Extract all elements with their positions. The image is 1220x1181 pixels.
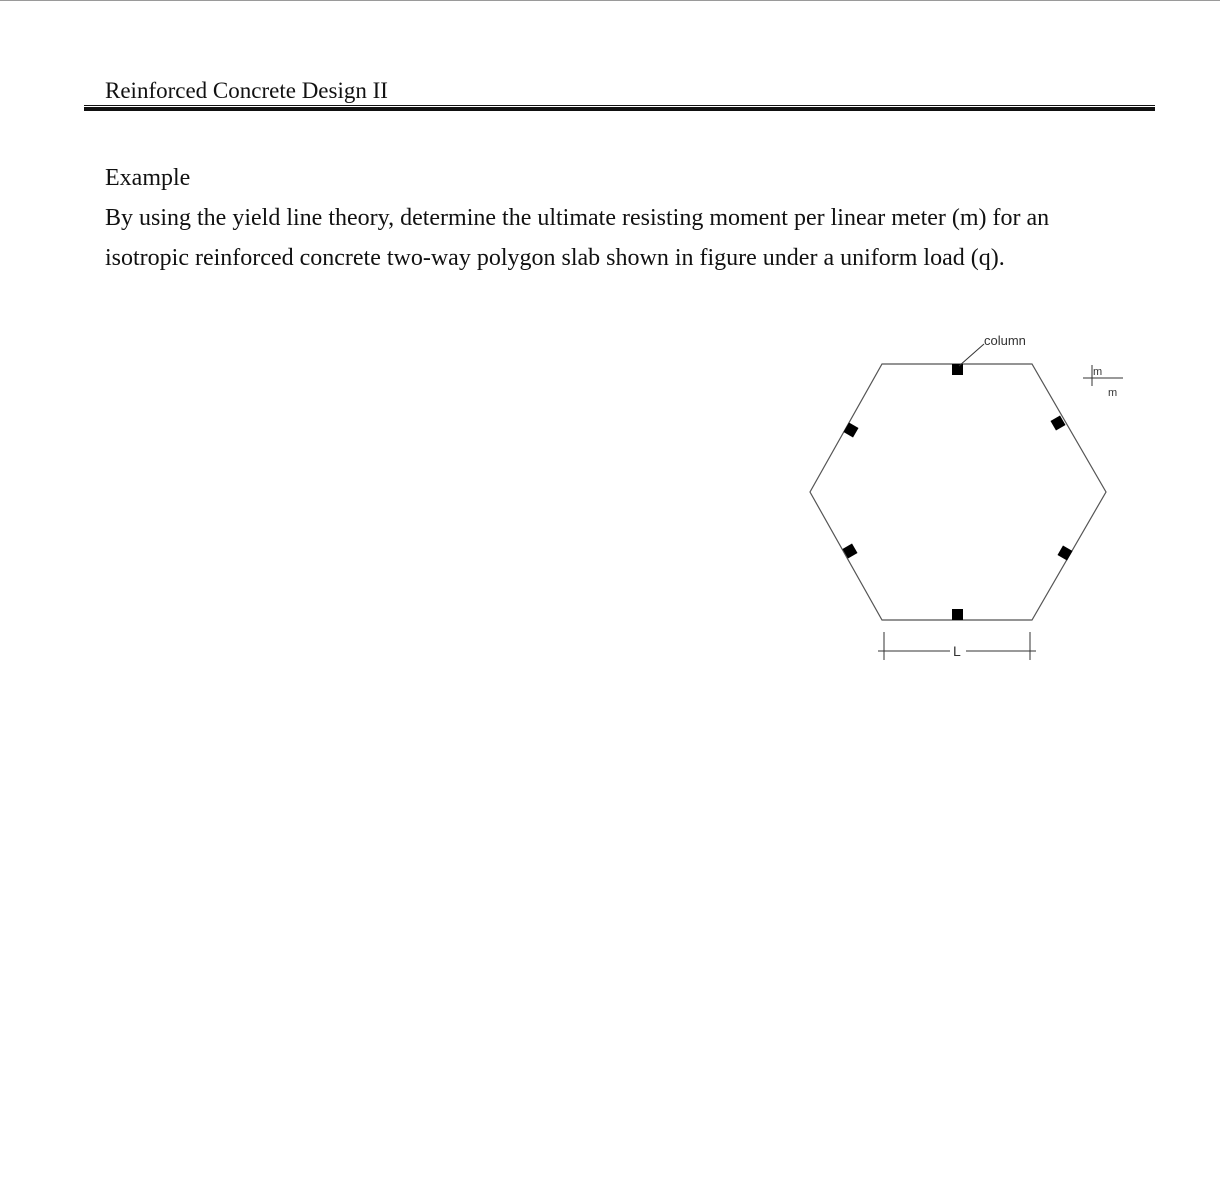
- column-top: [952, 364, 963, 375]
- hexagon-slab-drawing: [790, 320, 1140, 670]
- page-top-edge: [0, 0, 1220, 1]
- moment-label-bottom: m: [1108, 387, 1118, 399]
- slab-outline: [810, 364, 1106, 620]
- moment-label-top: m: [1093, 366, 1103, 378]
- column-upper-left: [843, 422, 858, 437]
- dimension-label: L: [953, 643, 961, 659]
- column-label: column: [984, 333, 1026, 348]
- problem-statement-line-1: By using the yield line theory, determine the ultimate resisting moment per linear meter (m) for an: [105, 205, 1050, 231]
- problem-statement-line-2: isotropic reinforced concrete two-way polygon slab shown in figure under a uniform load (q).: [105, 245, 1005, 271]
- header-rule-thin: [84, 105, 1155, 106]
- header-rule-thick: [84, 107, 1155, 111]
- column-lower-right: [1057, 545, 1072, 560]
- example-heading: Example: [105, 165, 191, 191]
- running-header-title: Reinforced Concrete Design II: [105, 78, 388, 103]
- problem-statement: [105, 198, 1140, 278]
- column-lower-left: [842, 543, 857, 558]
- hexagon-slab-figure: [790, 320, 1140, 670]
- column-leader-line: [959, 344, 984, 366]
- column-bottom: [952, 609, 963, 620]
